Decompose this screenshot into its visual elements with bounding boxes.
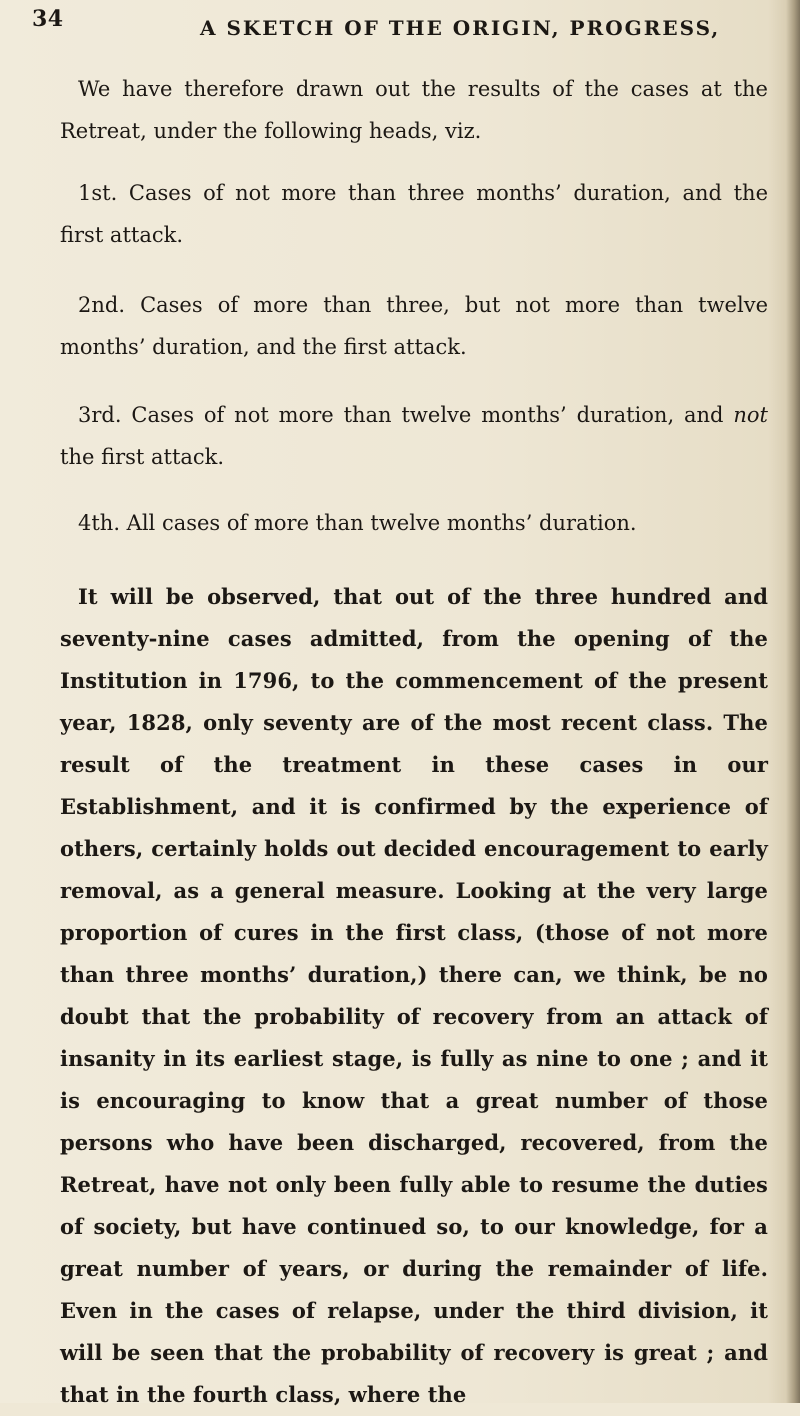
head-item-3 — [60, 394, 768, 478]
page-edge-shadow — [786, 0, 800, 1403]
head-label: 2nd. — [78, 293, 126, 317]
head-label: 4th. — [78, 511, 120, 535]
head-item-2 — [60, 284, 768, 368]
head-text: Cases of not more than three months’ duration, and the first attack. — [60, 181, 768, 247]
page-header — [32, 6, 772, 50]
head-label: 3rd. — [78, 403, 122, 427]
head-text: Cases of not more than twelve months’ duration, and — [121, 403, 734, 427]
intro-paragraph: We have therefore drawn out the results of the cases at the Retreat, under the following heads, viz. — [60, 77, 768, 143]
text-block — [60, 68, 768, 1416]
head-item-4 — [60, 502, 768, 544]
head-label: 1st. — [78, 181, 118, 205]
head-text-end: the first attack. — [60, 445, 225, 469]
page-number: 34 — [32, 6, 64, 32]
head-text-italic: not — [733, 403, 768, 427]
head-text: All cases of more than twelve months’ duration. — [120, 511, 637, 535]
body-paragraph: It will be observed, that out of the three hundred and seventy-nine cases admitted, from the opening of the Institution in 1796, to the commencement of the present year, 1828, only seventy are of the most recent class. The result of the treatment in these cases in our Establishment, and it is confirmed by the experience of others, certainly holds out decided encouragement to early removal, as a general measure. Looking at the very large proportion of cures in the first class, (those of not more than three months’ duration,) there can, we think, be no doubt that the probability of recovery from an attack of insanity in its earliest stage, is fully as nine to one ; and it is encouraging to know that a great number of those persons who have been discharged, recovered, from the Retreat, have not only been fully able to resume the duties of society, but have continued so, to our knowledge, for a great number of years, or during the remainder of life. Even in the cases of relapse, under the third division, it will be seen that the probability of recovery is great ; and that in the fourth class, where the — [60, 584, 768, 1407]
head-text: Cases of more than three, but not more than twelve months’ duration, and the first attack. — [60, 293, 768, 359]
running-head: A SKETCH OF THE ORIGIN, PROGRESS, — [200, 16, 721, 40]
head-item-1 — [60, 172, 768, 256]
